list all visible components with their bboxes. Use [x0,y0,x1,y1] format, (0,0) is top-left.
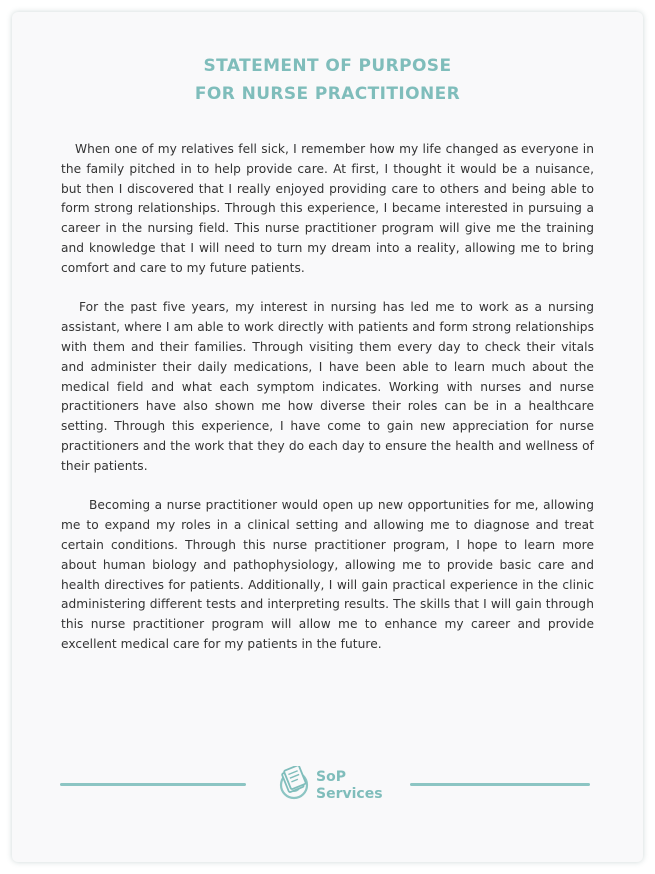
paragraph-1: When one of my relatives fell sick, I remember how my life changed as everyone in the family pitched in to help provide care. At first, I thought it would be a nuisance, but then I discovered that I really enjoyed providing care to others and being able to form strong relationships. Through this experience, I became interested in pursuing a career in the nursing field. This nurse practitioner program will give me the training and knowledge that I will need to turn my dream into a reality, allowing me to bring comfort and care to my future patients. [61,142,594,275]
document-title [12,52,643,108]
title-line-1: STATEMENT OF PURPOSE [203,56,452,76]
document-stack-icon [275,766,313,804]
paragraph-3: Becoming a nurse practitioner would open up new opportunities for me, allowing me to expand my roles in a clinical setting and allowing me to diagnose and treat certain conditions. Through this nurse practitioner program, I hope to learn more about human biology and pathophysiology, allowing me to provide basic care and health directives for patients. Additionally, I will gain practical experience in the clinic administering different tests and interpreting results. The skills that I will gain through this nurse practitioner program will allow me to enhance my career and provide excellent medical care for my patients in the future. [61,498,594,651]
logo-line-1: SoP [316,769,346,785]
document-page [12,12,643,862]
paragraph-2: For the past five years, my interest in nursing has led me to work as a nursing assistant, where I am able to work directly with patients and form strong relationships with them and their families. Through visiting them every day to check their vitals and administer their daily medications, I have been able to learn much about the medical field and what each symptom indicates. Working with nurses and nurse practitioners have also shown me how diverse their roles can be in a healthcare setting. Through this experience, I have come to gain new appreciation for nurse practitioners and the work that they do each day to ensure the health and wellness of their patients. [61,300,594,473]
sop-services-logo [275,766,385,806]
document-body [61,140,594,675]
logo-wordmark [316,769,383,803]
logo-line-2: Services [316,786,383,802]
title-line-2: FOR NURSE PRACTITIONER [194,84,461,104]
footer-divider-left [60,783,246,786]
footer-divider-right [410,783,590,786]
